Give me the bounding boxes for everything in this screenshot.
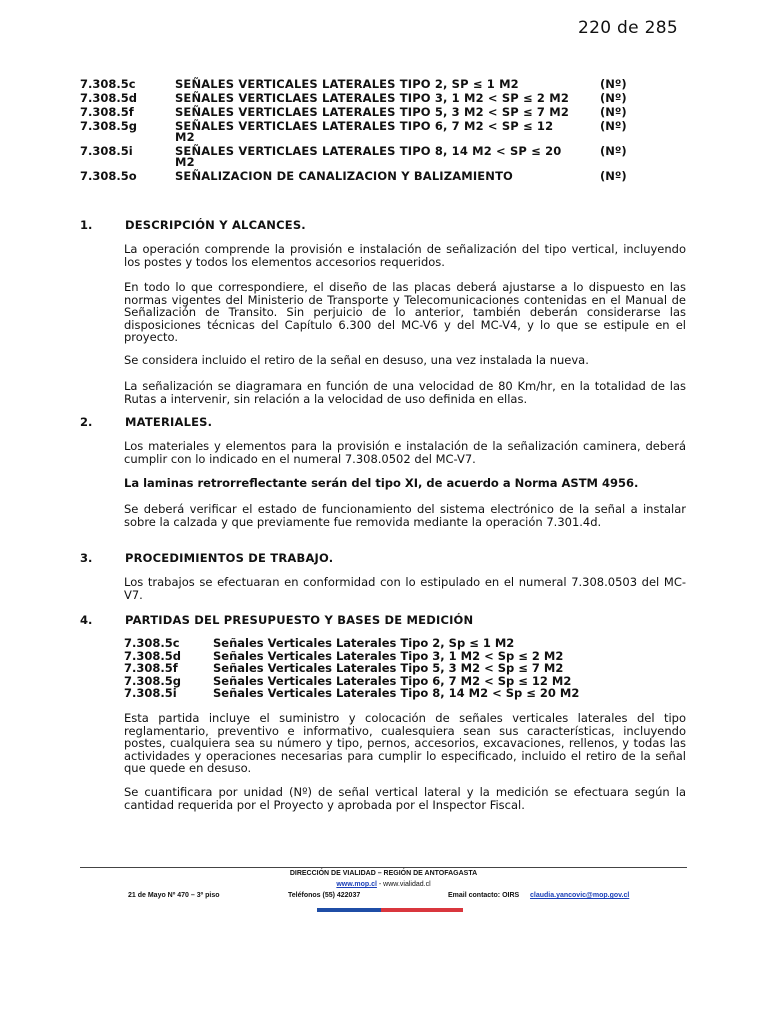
section-number: 3. [80, 551, 93, 565]
item-row [80, 121, 680, 143]
section-heading-4 [80, 613, 688, 627]
footer-email-link[interactable]: claudia.yancovic@mop.gov.cl [530, 892, 630, 899]
section-title: PROCEDIMIENTOS DE TRABAJO. [125, 551, 334, 565]
item-code: 7.308.5g [80, 119, 137, 133]
footer-web-links [80, 881, 687, 888]
section-heading-2 [80, 415, 688, 429]
flag-stripe-blue [317, 908, 381, 912]
paragraph: Los materiales y elementos para la provisión e instalación de la señalización caminera, deberá cumplir con lo indicado en el numeral 7.308.0502 del MC-V7. [124, 439, 686, 466]
item-row [80, 93, 680, 104]
item-unit: (Nº) [600, 119, 627, 133]
section-number: 4. [80, 613, 93, 627]
list-item-code: 7.308.5i [124, 686, 177, 700]
item-code: 7.308.5f [80, 105, 134, 119]
page-number: 220 de 285 [578, 18, 678, 38]
paragraph-bold: La laminas retrorreflectante serán del tipo XI, de acuerdo a Norma ASTM 4956. [124, 476, 639, 490]
item-desc: SEÑALES VERTICLAES LATERALES TIPO 6, 7 M2 < SP ≤ 12 M2 [175, 119, 554, 144]
list-item [124, 687, 684, 700]
list-item-desc: Señales Verticales Laterales Tipo 6, 7 M2 < Sp ≤ 12 M2 [213, 673, 572, 688]
item-row [80, 171, 680, 182]
item-code: 7.308.5i [80, 144, 133, 158]
partidas-list [124, 637, 684, 700]
item-code: 7.308.5d [80, 91, 137, 105]
item-code: 7.308.5c [80, 77, 136, 91]
section-number: 2. [80, 415, 93, 429]
item-unit: (Nº) [600, 105, 627, 119]
mop-link[interactable]: www.mop.cl [336, 881, 377, 888]
list-item [124, 637, 684, 650]
vialidad-link[interactable]: www.vialidad.cl [383, 881, 431, 888]
web-separator: - [376, 881, 384, 888]
footer-phone: Teléfonos (55) 422037 [288, 892, 361, 899]
item-list [80, 79, 680, 185]
paragraph: Esta partida incluye el suministro y colocación de señales verticales laterales del tipo reglamentario, preventivo e informativo, cualesquiera sean sus características, incluyendo postes, cualquiera sea su número y tipo, pernos, accesorios, excavaciones, rellenos, y todas las actividades y operaciones necesarias para cumplir lo especificado, incluido el retiro de la señal que quede en desuso. [124, 711, 686, 775]
list-item [124, 662, 684, 675]
item-desc: SEÑALES VERTICLAES LATERALES TIPO 5, 3 M2 < SP ≤ 7 M2 [175, 105, 569, 119]
list-item-code: 7.308.5d [124, 648, 181, 663]
list-item-desc: Señales Verticales Laterales Tipo 2, Sp ≤ 1 M2 [213, 636, 515, 650]
flag-stripe-red [381, 908, 463, 912]
item-desc: SEÑALES VERTICLAES LATERALES TIPO 3, 1 M2 < SP ≤ 2 M2 [175, 91, 569, 105]
section-heading-1 [80, 218, 688, 232]
item-desc: SEÑALIZACION DE CANALIZACION Y BALIZAMIENTO [175, 169, 513, 183]
footer-address: 21 de Mayo Nº 470 – 3º piso [128, 892, 220, 899]
footer-divider [80, 867, 687, 868]
section-title: PARTIDAS DEL PRESUPUESTO Y BASES DE MEDICIÓN [125, 613, 474, 627]
item-unit: (Nº) [600, 77, 627, 91]
item-row [80, 107, 680, 118]
list-item-desc: Señales Verticales Laterales Tipo 5, 3 M2 < Sp ≤ 7 M2 [213, 661, 564, 675]
paragraph: Se cuantificara por unidad (Nº) de señal vertical lateral y la medición se efectuara según la cantidad requerida por el Proyecto y aprobada por el Inspector Fiscal. [124, 785, 686, 812]
section-title: DESCRIPCIÓN Y ALCANCES. [125, 218, 306, 232]
section-title: MATERIALES. [125, 415, 213, 429]
item-unit: (Nº) [600, 91, 627, 105]
paragraph: Se considera incluido el retiro de la señal en desuso, una vez instalada la nueva. [124, 353, 589, 367]
paragraph: En todo lo que correspondiere, el diseño de las placas deberá ajustarse a lo dispuesto en las normas vigentes del Ministerio de Transporte y Telecomunicaciones contenidas en el Manual de Señalización de Transito. Sin perjuicio de lo anterior, también deberán considerarse las disposiciones técnicas del Capítulo 6.300 del MC-V6 y del MC-V4, y lo que se estipule en el proyecto. [124, 280, 686, 344]
footer-title: DIRECCIÓN DE VIALIDAD – REGIÓN DE ANTOFAGASTA [289, 870, 478, 877]
paragraph: La señalización se diagramara en función de una velocidad de 80 Km/hr, en la totalidad de las Rutas a intervenir, sin relación a la velocidad de uso definida en ellas. [124, 379, 686, 406]
list-item-code: 7.308.5f [124, 661, 178, 675]
item-desc: SEÑALES VERTICALES LATERALES TIPO 2, SP ≤ 1 M2 [175, 77, 519, 91]
item-row [80, 146, 680, 168]
item-unit: (Nº) [600, 169, 627, 183]
list-item-code: 7.308.5g [124, 673, 181, 688]
section-heading-3 [80, 551, 688, 565]
item-desc: SEÑALES VERTICLAES LATERALES TIPO 8, 14 M2 < SP ≤ 20 M2 [175, 144, 562, 169]
list-item-desc: Señales Verticales Laterales Tipo 3, 1 M2 < Sp ≤ 2 M2 [213, 648, 564, 663]
paragraph: Los trabajos se efectuaran en conformidad con lo estipulado en el numeral 7.308.0503 del MC-V7. [124, 575, 686, 602]
section-number: 1. [80, 218, 93, 232]
item-code: 7.308.5o [80, 169, 137, 183]
list-item-code: 7.308.5c [124, 636, 180, 650]
footer-email-label: Email contacto: OIRS [448, 892, 520, 899]
item-unit: (Nº) [600, 144, 627, 158]
list-item-desc: Señales Verticales Laterales Tipo 8, 14 M2 < Sp ≤ 20 M2 [213, 686, 580, 700]
item-row [80, 79, 680, 90]
paragraph: La operación comprende la provisión e instalación de señalización del tipo vertical, incluyendo los postes y todos los elementos accesorios requeridos. [124, 242, 686, 269]
paragraph: Se deberá verificar el estado de funcionamiento del sistema electrónico de la señal a instalar sobre la calzada y que previamente fue removida mediante la operación 7.301.4d. [124, 502, 686, 529]
